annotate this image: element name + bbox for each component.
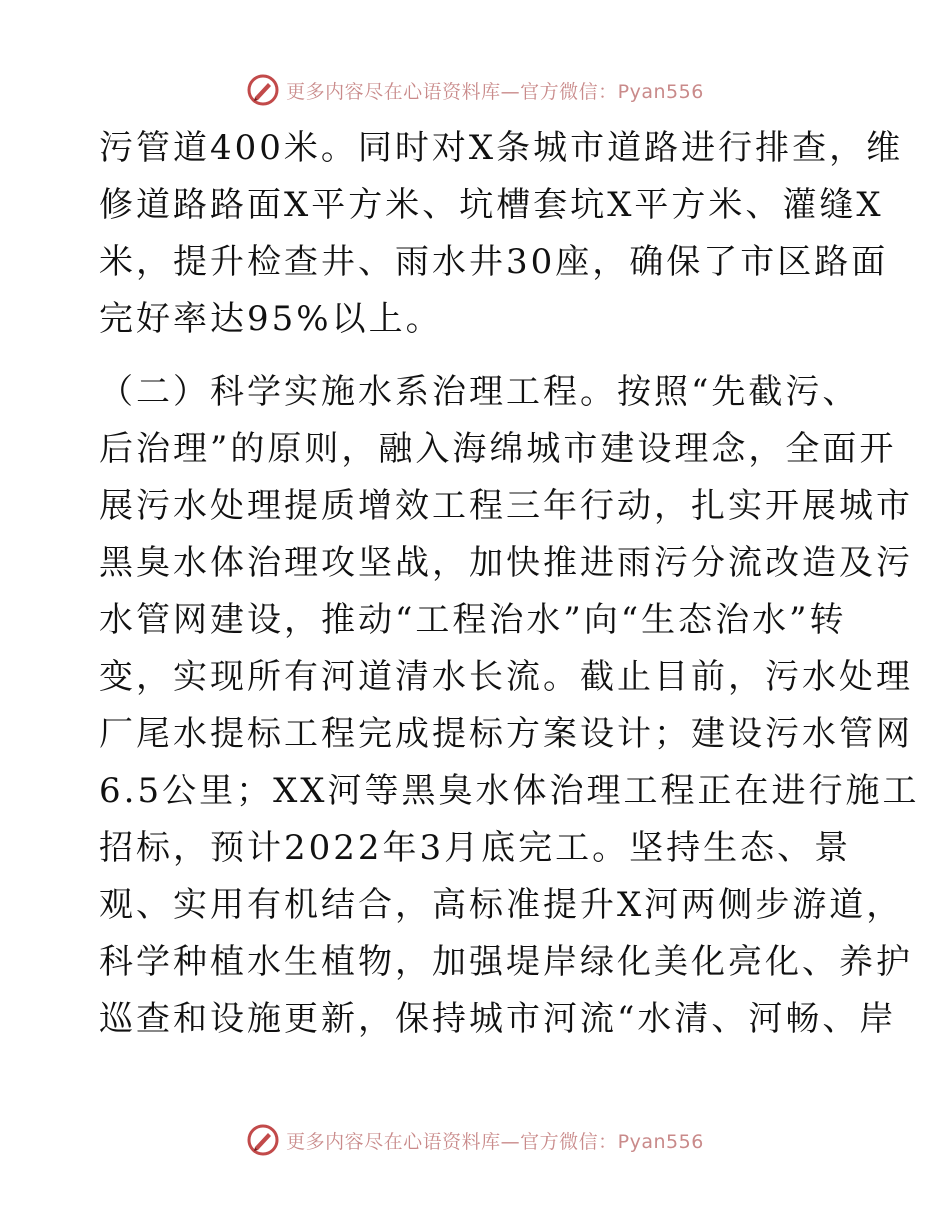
text-line: 招标，预计2022年3月底完工。坚持生态、景 [99, 828, 852, 868]
paragraph-1 [99, 120, 904, 348]
footer-watermark [0, 1120, 950, 1160]
text-line: 观、实用有机结合，高标准提升X河两侧步游道， [99, 885, 904, 925]
header-watermark [0, 70, 950, 110]
text-line: 后治理”的原则，融入海绵城市建设理念，全面开 [99, 429, 897, 469]
text-line: 米，提升检查井、雨水井30座，确保了市区路面 [99, 242, 889, 282]
text-line: 完好率达95%以上。 [99, 299, 443, 339]
text-line: 巡查和设施更新，保持城市河流“水清、河畅、岸 [99, 999, 897, 1039]
header-watermark-text: 更多内容尽在心语资料库—官方微信：Pyan556 [286, 80, 704, 103]
footer-watermark-text: 更多内容尽在心语资料库—官方微信：Pyan556 [286, 1130, 704, 1153]
pen-logo-icon [246, 1123, 280, 1157]
text-line: 展污水处理提质增效工程三年行动，扎实开展城市 [99, 486, 913, 526]
text-line: 厂尾水提标工程完成提标方案设计；建设污水管网 [99, 714, 913, 754]
text-line: 6.5公里；XX河等黑臭水体治理工程正在进行施工 [99, 771, 920, 811]
text-line: 污管道400米。同时对X条城市道路进行排查，维 [99, 128, 904, 168]
paragraph-spacer [99, 348, 859, 364]
section-heading-line: （二）科学实施水系治理工程。按照“先截污、 [99, 372, 860, 412]
text-line: 水管网建设，推动“工程治水”向“生态治水”转 [99, 600, 847, 640]
paragraph-2 [99, 364, 920, 1048]
text-line: 修道路路面X平方米、坑槽套坑X平方米、灌缝X [99, 185, 884, 225]
document-body [99, 120, 920, 1048]
pen-logo-icon [246, 73, 280, 107]
text-line: 变，实现所有河道清水长流。截止目前，污水处理 [99, 657, 913, 697]
text-line: 科学种植水生植物，加强堤岸绿化美化亮化、养护 [99, 942, 913, 982]
text-line: 黑臭水体治理攻坚战，加快推进雨污分流改造及污 [99, 543, 913, 583]
